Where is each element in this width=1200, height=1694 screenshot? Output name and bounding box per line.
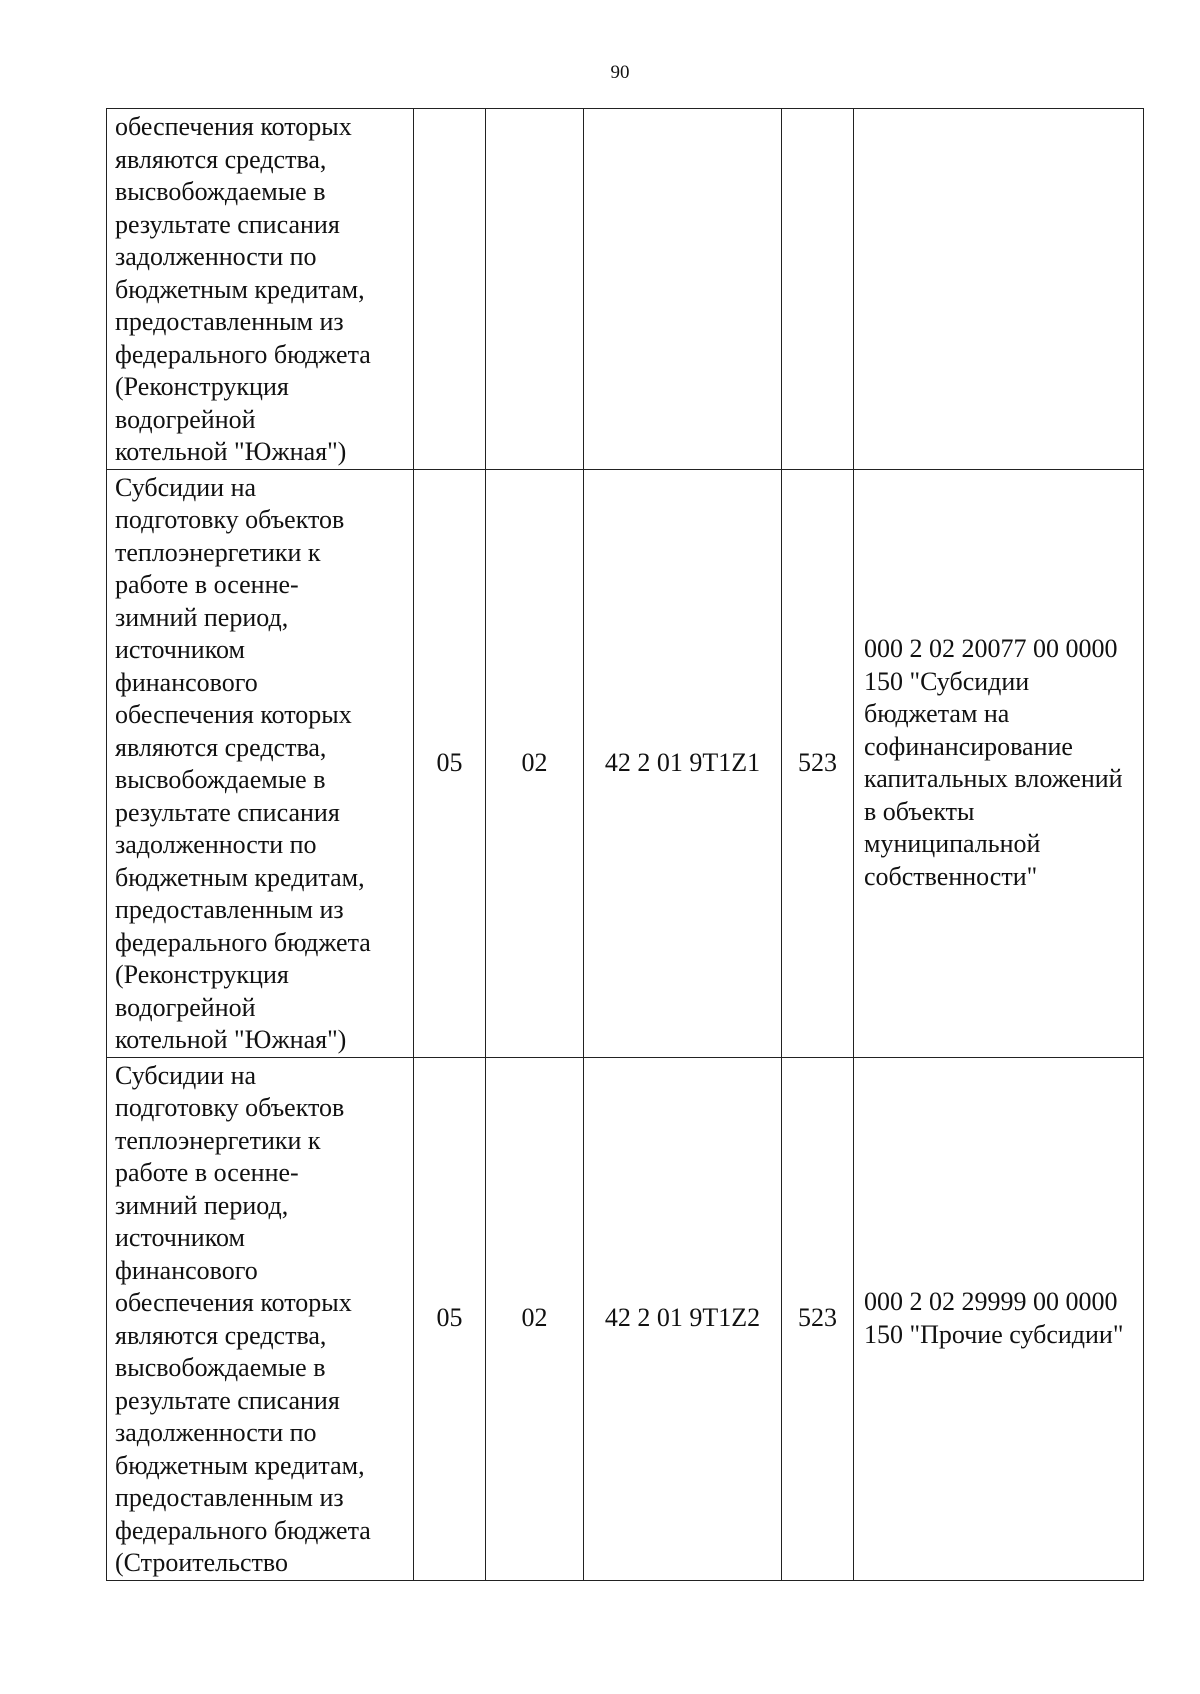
expense-type-cell: 523	[782, 469, 854, 1057]
description-line: бюджетным кредитам,	[115, 274, 365, 304]
description-line: являются средства,	[115, 144, 327, 174]
description-line: работе в осенне-	[115, 570, 299, 599]
income-code-cell: 000 2 02 20077 00 0000 150 "Субсидии бюджетам на софинансирование капитальных вложений в объекты муниципальной собственности"	[854, 469, 1144, 1057]
page-number: 90	[610, 62, 630, 83]
description-line: (Строительство	[115, 1548, 288, 1577]
target-code-cell: 42 2 01 9T1Z2	[584, 1057, 782, 1580]
expense-type-cell: 523	[782, 1057, 854, 1580]
description-cell	[107, 109, 414, 470]
description-line: являются средства,	[115, 732, 327, 762]
description-line: задолженности по	[115, 1418, 317, 1447]
description-line: работе в осенне-	[115, 1158, 299, 1187]
description-line: финансового	[115, 667, 258, 697]
description-line: результате списания	[115, 209, 340, 239]
description-line: федерального бюджета	[115, 927, 371, 957]
description-line: бюджетным кредитам,	[115, 1450, 365, 1480]
section-cell: 05	[414, 469, 486, 1057]
description-line: обеспечения которых	[115, 700, 352, 729]
description-cell	[107, 469, 414, 1057]
description-line: источником	[115, 1223, 245, 1252]
description-line: обеспечения которых	[115, 112, 352, 141]
target-code-cell: 42 2 01 9T1Z1	[584, 469, 782, 1057]
description-line: зимний период,	[115, 602, 289, 632]
income-code-cell	[854, 109, 1144, 470]
section-cell: 05	[414, 1057, 486, 1580]
description-line: источником	[115, 635, 245, 664]
table-row	[107, 1057, 1144, 1580]
description-line: теплоэнергетики к	[115, 1125, 321, 1155]
target-code-cell	[584, 109, 782, 470]
description-line: теплоэнергетики к	[115, 537, 321, 567]
description-line: результате списания	[115, 797, 340, 827]
description-line: Субсидии на	[115, 1060, 257, 1090]
description-cell	[107, 1057, 414, 1580]
subsection-cell: 02	[486, 1057, 584, 1580]
subsection-cell: 02	[486, 469, 584, 1057]
description-line: высвобождаемые в	[115, 177, 326, 206]
description-line: котельной "Южная")	[115, 437, 347, 466]
description-line: водогрейной	[115, 992, 256, 1022]
description-line: финансового	[115, 1255, 258, 1285]
description-line: предоставленным из	[115, 307, 344, 336]
income-code-cell: 000 2 02 29999 00 0000 150 "Прочие субсидии"	[854, 1057, 1144, 1580]
description-line: котельной "Южная")	[115, 1025, 347, 1054]
description-line: предоставленным из	[115, 895, 344, 924]
description-line: (Реконструкция	[115, 372, 289, 401]
description-line: высвобождаемые в	[115, 765, 326, 794]
table-row	[107, 469, 1144, 1057]
description-line: задолженности по	[115, 242, 317, 271]
description-line: федерального бюджета	[115, 339, 371, 369]
section-cell	[414, 109, 486, 470]
description-line: подготовку объектов	[115, 1093, 345, 1122]
description-line: подготовку объектов	[115, 505, 345, 534]
description-line: задолженности по	[115, 830, 317, 859]
subsection-cell	[486, 109, 584, 470]
description-line: бюджетным кредитам,	[115, 862, 365, 892]
expense-type-cell	[782, 109, 854, 470]
description-line: Субсидии на	[115, 472, 257, 502]
description-line: зимний период,	[115, 1190, 289, 1220]
description-line: обеспечения которых	[115, 1288, 352, 1317]
table-row	[107, 109, 1144, 470]
description-line: (Реконструкция	[115, 960, 289, 989]
description-line: федерального бюджета	[115, 1515, 371, 1545]
description-line: предоставленным из	[115, 1483, 344, 1512]
description-line: являются средства,	[115, 1320, 327, 1350]
description-line: результате списания	[115, 1385, 340, 1415]
budget-table	[106, 108, 1144, 1581]
description-line: водогрейной	[115, 404, 256, 434]
description-line: высвобождаемые в	[115, 1353, 326, 1382]
